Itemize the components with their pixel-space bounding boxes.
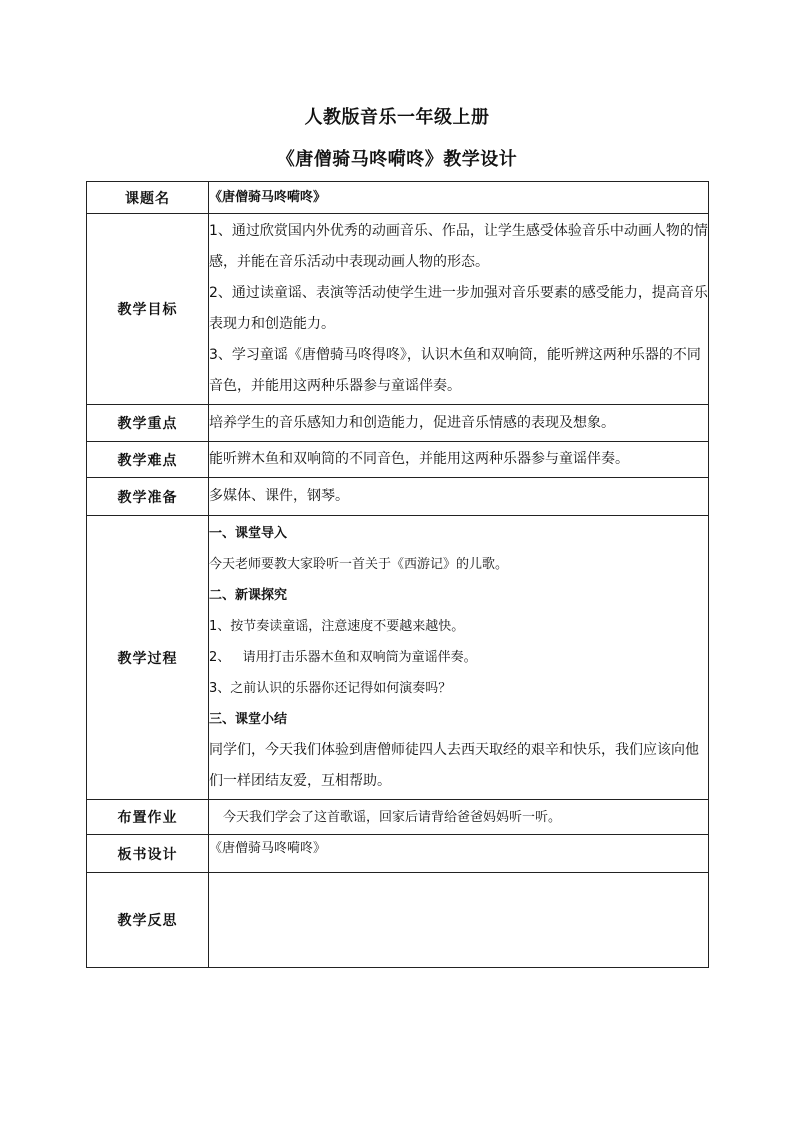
table-row-topic (87, 182, 709, 214)
key-points-label: 教学重点 (87, 405, 209, 442)
homework-value: 今天我们学会了这首歌谣，回家后请背给爸爸妈妈听一听。 (209, 800, 709, 835)
objective-item-2: 2、通过读童谣、表演等活动使学生进一步加强对音乐要素的感受能力，提高音乐表现力和创造能力。 (209, 285, 708, 332)
process-section-heading: 一、课堂导入 (209, 526, 288, 541)
preparation-label: 教学准备 (87, 478, 209, 516)
table-row-reflection (87, 873, 709, 968)
topic-label: 课题名 (87, 182, 209, 214)
table-row-objectives (87, 214, 709, 405)
difficulties-label: 教学难点 (87, 442, 209, 478)
table-row-process (87, 516, 709, 800)
table-row-homework (87, 800, 709, 835)
objective-item-1: 1、通过欣赏国内外优秀的动画音乐、作品，让学生感受体验音乐中动画人物的情感，并能在音乐活动中表现动画人物的形态。 (209, 223, 708, 270)
objectives-label: 教学目标 (87, 214, 209, 405)
table-row-board (87, 835, 709, 873)
table-row-preparation (87, 478, 709, 516)
topic-value: 《唐僧骑马咚嗬咚》 (209, 182, 709, 214)
document-subtitle: 《唐僧骑马咚嗬咚》教学设计 (276, 149, 518, 170)
objective-item-3: 3、学习童谣《唐僧骑马咚得咚》，认识木鱼和双响筒，能听辨这两种乐器的不同音色，并能用这两种乐器参与童谣伴奏。 (209, 347, 701, 394)
process-content (209, 516, 709, 800)
process-section-heading: 二、新课探究 (209, 588, 288, 603)
table-row-difficulties (87, 442, 709, 478)
process-line: 同学们，今天我们体验到唐僧师徒四人去西天取经的艰辛和快乐，我们应该向他们一样团结友爱，互相帮助。 (209, 742, 699, 789)
process-line: 今天老师要教大家聆听一首关于《西游记》的儿歌。 (209, 557, 509, 572)
key-points-value: 培养学生的音乐感知力和创造能力，促进音乐情感的表现及想象。 (209, 405, 709, 442)
reflection-value (209, 873, 709, 968)
difficulties-value: 能听辨木鱼和双响筒的不同音色，并能用这两种乐器参与童谣伴奏。 (209, 442, 709, 478)
board-value: 《唐僧骑马咚嗬咚》 (209, 835, 709, 873)
homework-label: 布置作业 (87, 800, 209, 835)
table-row-key-points (87, 405, 709, 442)
process-section-heading: 三、课堂小结 (209, 712, 288, 727)
reflection-label: 教学反思 (87, 873, 209, 968)
board-label: 板书设计 (87, 835, 209, 873)
lesson-plan-table (86, 181, 709, 968)
process-line: 2、 请用打击乐器木鱼和双响筒为童谣伴奏。 (209, 650, 477, 665)
preparation-value: 多媒体、课件，钢琴。 (209, 478, 709, 516)
process-line: 3、之前认识的乐器你还记得如何演奏吗？ (209, 681, 452, 696)
document-title: 人教版音乐一年级上册 (304, 107, 490, 128)
process-label: 教学过程 (87, 516, 209, 800)
process-line: 1、按节奏读童谣，注意速度不要越来越快。 (209, 619, 465, 634)
objectives-content (209, 214, 709, 405)
